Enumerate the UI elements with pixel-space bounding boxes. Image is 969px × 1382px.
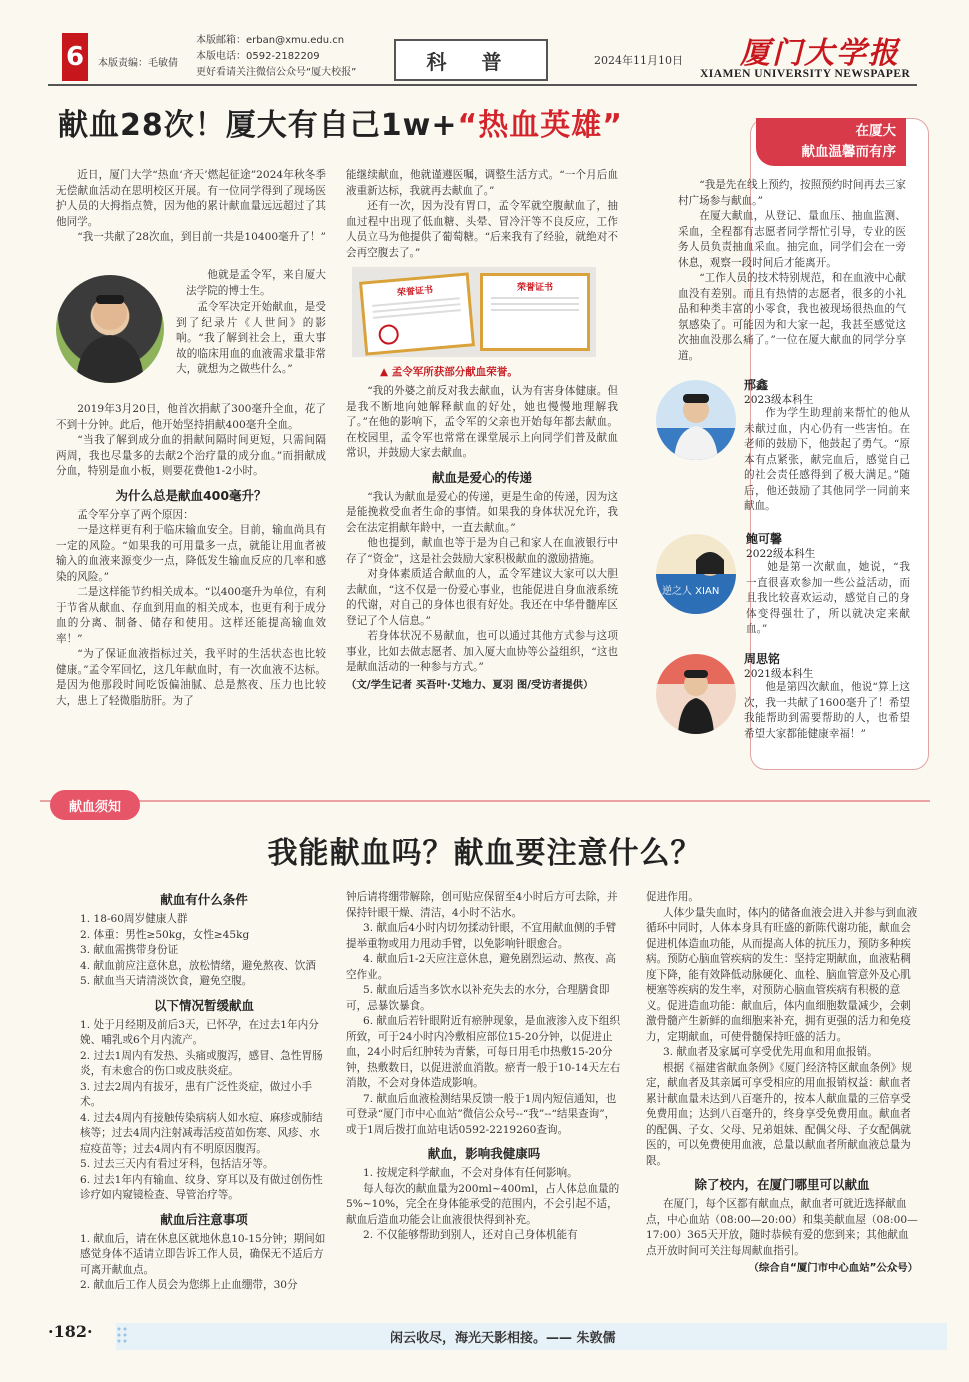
article-col2-top <box>346 168 618 261</box>
list-item: 6. 过去1年内有输血、纹身、穿耳以及有做过创伤性诊疗如内窥镜检查、导管治疗等。 <box>80 1173 323 1201</box>
list-item: 7. 献血后血液检测结果反馈一般于1周内短信通知，也可登录“厦门市中心血站”微信公众号--“我”--“结果查询”，或于1周后拨打血站电话0592-2219260查询。 <box>346 1092 617 1136</box>
paragraph: “为了保证血液指标过关，我平时的生活状态也比较健康。”孟令军回忆，这几年献血时，有一次血液不达标。是因为他那段时间吃饭偏油腻、总是熬夜、压力也比较大，患上了轻微脂肪肝。为了 <box>56 648 326 707</box>
footer-quote: 闲云收尽，海光天影相接。—— 朱敦儒 <box>390 1331 616 1346</box>
certificate-left <box>359 272 475 355</box>
portrait-svg <box>56 275 164 383</box>
list-item: 4. 献血前应注意休息，放松情绪，避免熬夜、饮酒 <box>80 959 316 972</box>
subheading: 献血是爱心的传递 <box>431 469 532 485</box>
seal-icon <box>378 324 400 346</box>
section-divider <box>40 800 930 802</box>
person-photo <box>656 534 736 614</box>
certificate-right <box>480 273 590 351</box>
list-item: 3. 献血后4小时内切勿揉动针眼，不宜用献血侧的手臂提举重物或用力甩动手臂，以免影响针眼愈合。 <box>346 922 617 950</box>
source-credit: （综合自“厦门市中心血站”公众号） <box>748 1262 918 1274</box>
subheading: 为什么总是献血400毫升？ <box>115 487 267 503</box>
follow-label: 更好看请关注微信公众号“厦大校报” <box>196 67 357 78</box>
paragraph: 孟令军决定开始献血，是受到了纪录片《人世间》的影响。“我了解到社会上，重大事故的临床用血的血液需求量非常大，就想为之做些什么。” <box>176 301 326 375</box>
paragraph: “我一共献了28次血，到目前一共是10400毫升了！” <box>77 231 326 243</box>
person-year: 2022级本科生 <box>746 548 816 560</box>
person-year: 2021级本科生 <box>744 668 814 680</box>
article-credit: （文/学生记者 买吾叶·艾地力、夏羽 图/受访者提供） <box>346 678 594 691</box>
list-item: 5. 献血后适当多饮水以补充失去的水分，合理膳食即可，忌暴饮暴食。 <box>346 984 610 1012</box>
photo-banner-text: 逆之人 XIAN <box>662 586 720 597</box>
paragraph: “工作人员的技术特别规范，和在血液中心献血没有差别。而且有热情的志愿者，很多的小礼品和种类丰富的小零食，我也被现场很热血的气氛感染了。可能因为和大家一起，我甚至感觉这次抽血没那么痛了。”一位在厦大献血的同学分享道。 <box>678 272 906 362</box>
list-item: 2. 体重：男性≥50kg，女性≥45kg <box>80 928 250 941</box>
subheading: 献血，影响我健康吗 <box>427 1146 541 1161</box>
email-label: 本版邮箱：erban@xmu.edu.cn <box>196 35 345 46</box>
subheading: 献血有什么条件 <box>160 892 248 907</box>
paragraph: 一是这样更有利于临床输血安全。目前，输血尚具有一定的风险。“如果我的可用量多一点，就能让用血者被输入的血液来源变少一点，降低发生输血反应的几率和感染的风险。” <box>56 524 326 583</box>
list-item: 3. 献血者及家属可享受优先用血和用血报销。 <box>662 1046 878 1058</box>
person-svg <box>656 380 736 460</box>
health-column <box>646 890 918 1274</box>
paragraph: 2019年3月20日，他首次捐献了300毫升全血，花了不到十分钟。此后，他开始坚持捐献400毫升全血。 <box>56 403 326 431</box>
paragraph: “我认为献血是爱心的传递，更是生命的传递，因为这是能挽救受血者生命的事情。如果我的身体状况允许，我会在法定捐献年龄中，一直去献血。” <box>346 490 618 534</box>
header-divider <box>48 84 917 86</box>
person-year: 2023级本科生 <box>744 394 814 406</box>
list-item: 2. 不仅能够帮助到别人，还对自己身体机能有 <box>362 1229 578 1241</box>
paragraph: 对身体素质适合献血的人，孟令军建议大家可以大胆去献血，“这不仅是一份爱心事业，也能促进自身血液系统的代谢，对自己的身体也很有好处。我还在中华骨髓库区登记了个人信息。” <box>346 568 618 627</box>
paragraph: 二是这样能节约相关成本。“以400毫升为单位，有利于节省从献血、存血到用血的相关成本，也更有利于成分血的分离、制备、储存和使用。这样还能提高输血效率！” <box>56 586 326 645</box>
list-item: 在厦门，每个区都有献血点，献血者可就近选择献血点，中心血站（08:00—20:00）和集美献血屋（08:00—17:00）365天开放，随时恭候有爱的您到来；其他献血点开放时间可关注每周献血指引。 <box>646 1198 918 1257</box>
list-item: 5. 过去三天内有看过牙科，包括洁牙等。 <box>80 1158 274 1170</box>
list-item: 2. 献血后工作人员会为您绑上止血绷带，30分 <box>80 1279 298 1291</box>
sidebar-tag-line1: 在厦大 <box>855 123 896 139</box>
sidebar-tag <box>756 118 906 166</box>
paragraph: 孟令军分享了两个原因： <box>77 508 194 521</box>
headline-main: 献血28次！厦大有自己1w+ <box>58 108 458 143</box>
list-item: 2. 过去1周内有发热、头痛或腹泻，感冒、急性胃肠炎，有未愈合的伤口或皮肤炎症。 <box>80 1049 323 1077</box>
portrait-photo <box>56 275 164 383</box>
paragraph: 在厦大献血，从登记、量血压、抽血监测、采血，全程都有志愿者同学帮忙引导，专业的医务人员负责抽血采血。抽完血，同学们会在一旁休息，观察一段时间后才能离开。 <box>678 210 906 269</box>
list-item: 4. 献血后1-2天应注意休息，避免剧烈运动、熬夜、高空作业。 <box>346 953 616 981</box>
section-title: 科 普 <box>394 39 548 81</box>
list-item: 促进作用。 <box>646 891 699 903</box>
list-item: 3. 过去2周内有拔牙，患有广泛性炎症，做过小手术。 <box>80 1080 313 1108</box>
subheading: 献血后注意事项 <box>160 1211 248 1227</box>
subheading: 以下情况暂缓献血 <box>153 997 254 1013</box>
list-item: 5. 献血当天请清淡饮食，避免空腹。 <box>80 975 253 987</box>
paragraph: 若身体状况不易献血，也可以通过其他方式参与这项事业，比如去做志愿者、加入厦大血协等公益组织，“这也是献血活动的一种参与方式。” <box>346 630 618 673</box>
list-item: 根据《福建省献血条例》《厦门经济特区献血条例》规定，献血者及其亲属可享受相应的用血报销权益：献血者累计献血量未达到八百毫升的，按本人献血量的三倍享受免费用血；达到八百毫升的，终身享受免费用血。献血者的配偶、子女、父母、兄弟姐妹、配偶父母、子女配偶就医的，可以免费使用血液，总量以献血者所献血液总量为限。 <box>646 1061 912 1167</box>
article-col1-mid <box>56 402 326 709</box>
certificate-caption: ▲ 孟令军所获部分献血荣誉。 <box>380 366 518 378</box>
subheading: 除了校内，在厦门哪里可以献血 <box>694 1177 870 1192</box>
paragraph: 近日，厦门大学“热血‘齐天’燃起征途”2024年秋冬季无偿献血活动在思明校区开展。有一位同学得到了现场医护人员的大拇指点赞，因为他的累计献血量远远超过了其他同学。 <box>56 169 326 228</box>
person-photo <box>656 654 736 734</box>
after-column <box>346 890 622 1244</box>
header-info <box>196 33 356 81</box>
paragraph: 她是第一次献血，她说，“我一直很喜欢参加一些公益活动，而且我比较喜欢运动，感觉自己的身体变得强壮了，所以就决定来献血。” <box>746 561 910 635</box>
footer-decoration-icon <box>116 1326 132 1346</box>
page-number: 6 <box>62 33 88 81</box>
sidebar-intro <box>678 178 906 364</box>
person-text <box>744 680 910 742</box>
list-item: 3. 献血需携带身份证 <box>80 944 179 956</box>
list-item: 钟后请将绷带解除，创可贴应保留至4小时后方可去除，并保持针眼干燥、清洁，4小时不沾水。 <box>346 891 618 919</box>
conditions-column <box>80 890 328 1294</box>
person-svg <box>656 534 736 614</box>
headline-highlight: “热血英雄” <box>457 108 623 143</box>
certificate-right-title: 荣誉证书 <box>516 283 553 293</box>
person-name: 邢鑫 <box>744 378 769 392</box>
paragraph: “我是先在线上预约，按照预约时间再去三家村广场参与献血。” <box>678 179 906 207</box>
editor-label: 本版责编：毛敏倩 <box>98 58 178 69</box>
article-col2-bottom <box>346 384 618 691</box>
list-item: 每人每次的献血量为200ml~400ml，占人体总血量的5%~10%，完全在身体能承受的范围内，不会引起不适，献血后造血功能会让血液很快得到补充。 <box>346 1182 620 1226</box>
paragraph: 他就是孟令军，来自厦大法学院的博士生。 <box>186 269 326 297</box>
newspaper-logo: 厦门大学报 <box>740 36 900 71</box>
sidebar-tag-line2: 献血温馨而有序 <box>801 144 896 160</box>
person-svg <box>656 654 736 734</box>
article-headline <box>58 100 623 144</box>
paragraph: 能继续献血，他就谨遵医嘱，调整生活方式。“一个月后血液重新达标，我就再去献血了。” <box>346 169 618 197</box>
newspaper-english-name: XIAMEN UNIVERSITY NEWSPAPER <box>700 68 911 80</box>
certificate-left-title: 荣誉证书 <box>396 285 434 299</box>
paragraph: 他也提到，献血也等于是为自己和家人在血液银行中存了“资金”，这是社会鼓励大家积极献血的激励措施。 <box>346 537 618 565</box>
paragraph: 还有一次，因为没有胃口，孟令军就空腹献血了，抽血过程中出现了低血糖、头晕、冒冷汗等不良反应，工作人员立马为他提供了葡萄糖。“后来我有了经验，就绝对不会再空腹去了。” <box>346 200 618 259</box>
person-name: 周思铭 <box>744 652 781 666</box>
paragraph: “我的外婆之前反对我去献血，认为有害身体健康。但是我不断地向她解释献血的好处，她也慢慢地理解我了。”在他的影响下，孟令军的父亲也开始每年都去献血。在校园里，孟令军也常常在课堂展示上向同学们普及献血常识，并鼓励大家去献血。 <box>346 385 618 459</box>
person-photo <box>656 380 736 460</box>
section-title2: 我能献血吗？献血要注意什么？ <box>267 836 702 871</box>
issue-date: 2024年11月10日 <box>594 54 683 67</box>
certificate-photo <box>352 267 596 357</box>
list-item: 人体少量失血时，体内的储备血液会进入并参与到血液循环中同时，人体本身具有旺盛的新陈代谢功能，献血会促进机体造血功能，从而提高人体的抗压力，预防多种疾病。预防心脑血管疾病的发生：坚持定期献血，血液粘稠度下降，能有效降低动脉硬化、血栓、脑血管意外及心肌梗塞等疾病的发生率，对预防心脑血管疾病有积极的意义。促进造血功能：献血后，体内血细胞数量减少，会刺激骨髓产生新鲜的血细胞来补充，拥有更强的活力和免疫力，定期献血，可使骨髓保持旺盛的活力。 <box>646 906 918 1043</box>
person-text <box>746 560 910 638</box>
article-col1-wrap2 <box>176 300 326 378</box>
phone-label: 本版电话：0592-2182209 <box>196 51 320 62</box>
list-item: 1. 献血后，请在休息区就地休息10-15分钟；期间如感觉身体不适请立即告诉工作人员，确保无不适后方可离开献血点。 <box>80 1232 326 1276</box>
paragraph: “当我了解到成分血的捐献间隔时间更短，只需间隔两周，我也尽量多的去献2个治疗量的成分血。”而捐献成分血，特别是血小板，则要花费他1-2小时。 <box>56 434 326 477</box>
list-item: 1. 按规定科学献血，不会对身体有任何影响。 <box>362 1167 578 1179</box>
section-tag: 献血须知 <box>50 790 140 820</box>
paragraph: 作为学生助理前来帮忙的他从未献过血，内心仍有一些害怕。在老师的鼓励下，他鼓起了勇气。“原本有点紧张，献完血后，感觉自己的社会责任感得到了极大满足。”随后，他还鼓励了其他同学一同前来献血。 <box>744 407 910 512</box>
list-item: 4. 过去4周内有接触传染病病人如水痘、麻疹或肺结核等；过去4周内注射减毒活疫苗如伤寒、风疹、水痘疫苗等；过去4周内有不明原因腹泻。 <box>80 1111 323 1155</box>
list-item: 1. 18-60周岁健康人群 <box>80 913 188 925</box>
list-item: 1. 处于月经期及前后3天，已怀孕，在过去1年内分娩、哺乳或6个月内流产。 <box>80 1018 319 1046</box>
person-name: 鲍可馨 <box>746 532 783 546</box>
paragraph: 他是第四次献血，他说“算上这次，我一共献了1600毫升了！希望我能帮助到需要帮助的人，也希望希望大家都能健康幸福！” <box>744 681 910 740</box>
list-item: 6. 献血后若针眼附近有瘀肿现象，是血液渗入皮下组织所致，可于24小时内冷敷相应部位15-20分钟，以促进止血，24小时后红肿转为青紫，可每日用毛巾热敷15-20分钟，热敷数日，以促进淤血消散。瘀青一般于10-14天左右消散，不会对身体造成影响。 <box>346 1015 621 1089</box>
article-col1-top <box>56 168 326 246</box>
person-text <box>744 406 910 515</box>
footer-page-number: ·182· <box>48 1322 93 1341</box>
article-col1-wrap <box>186 268 326 299</box>
